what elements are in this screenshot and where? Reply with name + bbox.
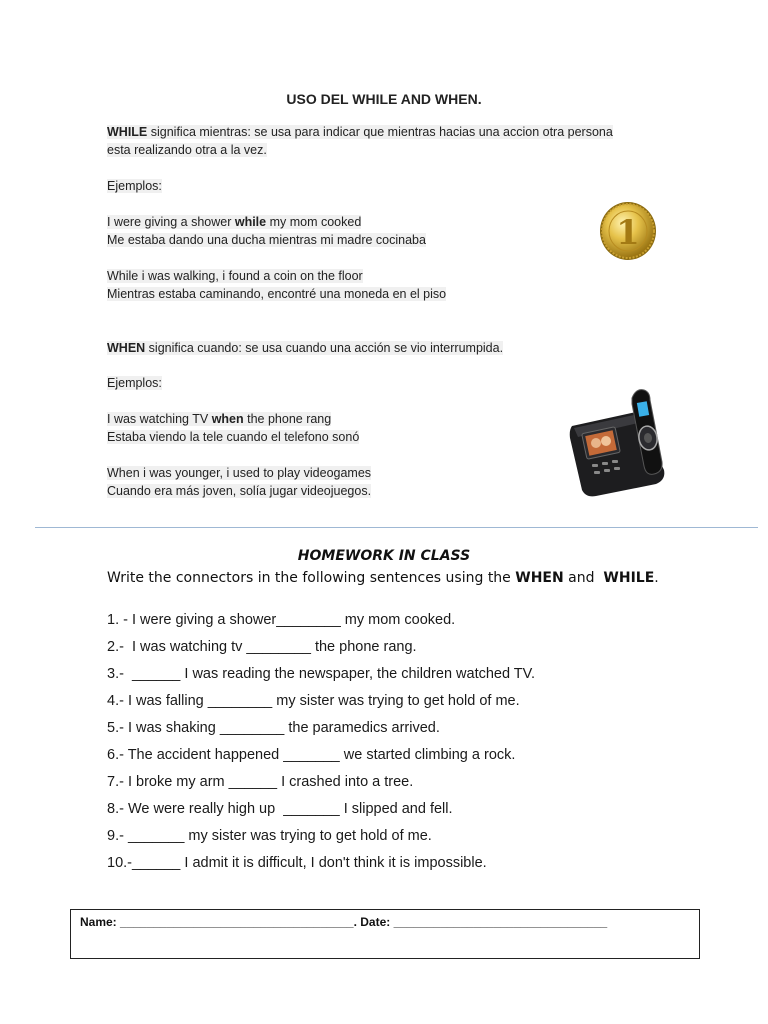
while-keyword: WHILE <box>107 125 148 139</box>
when-example-1 <box>107 410 359 446</box>
page-title: USO DEL WHILE AND WHEN. <box>286 91 482 107</box>
while-example-2 <box>107 267 446 303</box>
exercise-item: 7.- I broke my arm ______ I crashed into a tree. <box>107 774 414 790</box>
while-definition <box>107 123 613 159</box>
instruction-when: WHEN <box>515 570 564 586</box>
exercise-item: 2.- I was watching tv ________ the phone rang. <box>107 639 417 655</box>
exercise-item: 6.- The accident happened _______ we started climbing a rock. <box>107 747 516 763</box>
while-examples-label <box>107 177 162 195</box>
name-date-line: Name: ___________________________________. Date: ________________________________ <box>80 915 608 929</box>
instruction-pre: Write the connectors in the following sentences using the <box>107 570 516 586</box>
when-definition-text: significa cuando: se usa cuando una acción se vio interrumpida. <box>145 341 504 355</box>
instruction-mid: and <box>563 570 604 586</box>
when-example-2 <box>107 464 371 500</box>
while-ex1-keyword: while <box>234 215 267 229</box>
exercise-item: 5.- I was shaking ________ the paramedics arrived. <box>107 720 440 736</box>
when-definition <box>107 339 503 357</box>
coin-numeral: 1 <box>616 213 640 253</box>
exercise-item: 8.- We were really high up _______ I slipped and fell. <box>107 801 453 817</box>
while-ex1-spanish: Me estaba dando una ducha mientras mi madre cocinaba <box>107 233 426 247</box>
when-ex1-keyword: when <box>211 412 244 426</box>
while-definition-line1: significa mientras: se usa para indicar que mientras hacias una accion otra persona <box>147 125 613 139</box>
exercise-item: 10.-______ I admit it is difficult, I don't think it is impossible. <box>107 855 487 871</box>
section-divider <box>35 527 758 528</box>
homework-title: HOMEWORK IN CLASS <box>297 548 471 564</box>
when-ex1-post: the phone rang <box>243 412 332 426</box>
when-ex1-pre: I was watching TV <box>107 412 212 426</box>
instruction-while: WHILE <box>603 570 655 586</box>
exercise-item: 1. - I were giving a shower________ my mom cooked. <box>107 612 456 628</box>
while-example-1 <box>107 213 426 249</box>
exercise-item: 4.- I was falling ________ my sister was trying to get hold of me. <box>107 693 520 709</box>
instruction-post: . <box>654 570 659 586</box>
exercise-item: 9.- _______ my sister was trying to get hold of me. <box>107 828 432 844</box>
while-definition-line2: esta realizando otra a la vez. <box>107 143 267 157</box>
while-examples-label-text: Ejemplos: <box>107 179 162 193</box>
when-examples-label-text: Ejemplos: <box>107 376 162 390</box>
when-ex2-english: When i was younger, i used to play videogames <box>107 466 372 480</box>
when-keyword: WHEN <box>107 341 146 355</box>
while-ex2-spanish: Mientras estaba caminando, encontré una moneda en el piso <box>107 287 447 301</box>
phone-icon <box>566 386 678 500</box>
exercise-list <box>107 611 535 881</box>
while-ex1-pre: I were giving a shower <box>107 215 235 229</box>
exercise-item: 3.- ______ I was reading the newspaper, the children watched TV. <box>107 666 536 682</box>
gold-coin-icon <box>598 200 658 262</box>
while-ex1-post: my mom cooked <box>266 215 362 229</box>
when-ex1-spanish: Estaba viendo la tele cuando el telefono sonó <box>107 430 360 444</box>
when-ex2-spanish: Cuando era más joven, solía jugar videojuegos. <box>107 484 372 498</box>
homework-instruction <box>107 570 659 586</box>
name-date-box <box>70 909 700 959</box>
while-ex2-english: While i was walking, i found a coin on the floor <box>107 269 363 283</box>
when-examples-label <box>107 374 162 392</box>
